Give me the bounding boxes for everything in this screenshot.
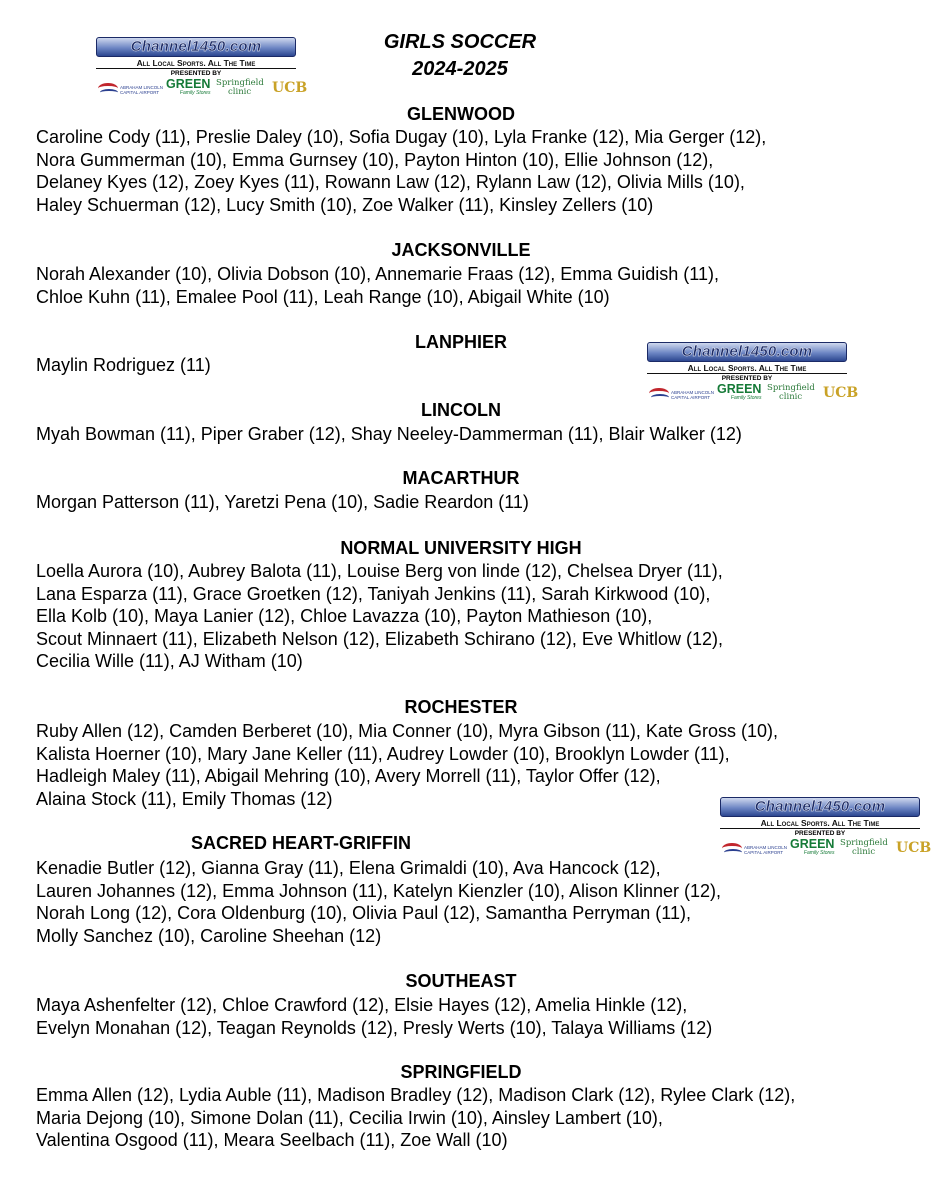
logo-tagline: All Local Sports. All The Time <box>96 58 296 69</box>
roster-line: Ella Kolb (10), Maya Lanier (12), Chloe Lavazza (10), Payton Mathieson (10), <box>36 606 653 626</box>
roster-line: Kalista Hoerner (10), Mary Jane Keller (11), Audrey Lowder (10), Brooklyn Lowder (11), <box>36 743 730 764</box>
roster-line: Lana Esparza (11), Grace Groetken (12), Taniyah Jenkins (11), Sarah Kirkwood (10), <box>36 583 711 604</box>
roster-list <box>36 126 896 216</box>
roster-line: Alaina Stock (11), Emily Thomas (12) <box>36 788 333 809</box>
roster-line: Maya Ashenfelter (12), Chloe Crawford (12), Elsie Hayes (12), Amelia Hinkle (12), <box>36 995 688 1015</box>
team-heading: SPRINGFIELD <box>400 1062 522 1082</box>
roster-list <box>36 1084 896 1152</box>
team-heading: LINCOLN <box>421 400 501 420</box>
roster-line: Norah Long (12), Cora Oldenburg (10), Olivia Paul (12), Samantha Perryman (11), <box>36 903 691 923</box>
green-logo: GREEN Family Stores <box>717 382 762 401</box>
sponsor-strip: ABRAHAM LINCOLN CAPITAL AIRPORT GREEN Family Stores Springfield clinic UCB <box>647 384 847 406</box>
roster-list <box>36 560 896 673</box>
roster-line: Valentina Osgood (11), Meara Seelbach (11), Zoe Wall (10) <box>36 1130 508 1150</box>
roster-line: Nora Gummerman (10), Emma Gurnsey (10), Payton Hinton (10), Ellie Johnson (12), <box>36 149 714 170</box>
roster-line: Haley Schuerman (12), Lucy Smith (10), Zoe Walker (11), Kinsley Zellers (10) <box>36 194 654 215</box>
logo-brand: Channel1450.com <box>647 342 847 362</box>
logo-presented-by: PRESENTED BY <box>794 830 846 837</box>
team-heading: LANPHIER <box>414 332 507 352</box>
roster-line: Ruby Allen (12), Camden Berberet (10), Mia Conner (10), Myra Gibson (11), Kate Gross (10), <box>36 721 778 741</box>
logo-brand: Channel1450.com <box>96 37 296 57</box>
sponsor-strip: ABRAHAM LINCOLN CAPITAL AIRPORT GREEN Family Stores Springfield clinic UCB <box>720 839 920 861</box>
roster-line: Maria Dejong (10), Simone Dolan (11), Cecilia Irwin (10), Ainsley Lambert (10), <box>36 1107 663 1128</box>
logo-tagline: All Local Sports. All The Time <box>647 363 847 374</box>
roster-line: Delaney Kyes (12), Zoey Kyes (11), Rowann Law (12), Rylann Law (12), Olivia Mills (10), <box>36 172 745 192</box>
team-heading: MACARTHUR <box>402 468 520 488</box>
team-heading: SACRED HEART-GRIFFIN <box>191 833 411 853</box>
roster-list <box>36 720 896 810</box>
roster-line: Molly Sanchez (10), Caroline Sheehan (12) <box>36 925 382 946</box>
springfield-clinic-logo: Springfield clinic <box>840 838 888 857</box>
roster-line: Emma Allen (12), Lydia Auble (11), Madison Bradley (12), Madison Clark (12), Rylee Clark (12), <box>36 1085 796 1105</box>
channel1450-logo <box>96 37 308 103</box>
roster-list <box>36 994 896 1039</box>
ucb-logo: UCB <box>272 80 308 96</box>
logo-brand: Channel1450.com <box>720 797 920 817</box>
page-title: GIRLS SOCCER <box>383 31 537 53</box>
roster-line: Caroline Cody (11), Preslie Daley (10), Sofia Dugay (10), Lyla Franke (12), Mia Gerger (12), <box>36 127 767 147</box>
roster-line: Norah Alexander (10), Olivia Dobson (10), Annemarie Fraas (12), Emma Guidish (11), <box>36 264 719 284</box>
season-label: 2024-2025 <box>412 58 508 80</box>
roster-line: Lauren Johannes (12), Emma Johnson (11), Katelyn Kienzler (10), Alison Klinner (12), <box>36 880 722 901</box>
team-heading: ROCHESTER <box>404 697 518 717</box>
roster-list <box>36 857 896 947</box>
roster-line: Hadleigh Maley (11), Abigail Mehring (10), Avery Morrell (11), Taylor Offer (12), <box>36 766 661 786</box>
roster-line: Scout Minnaert (11), Elizabeth Nelson (12), Elizabeth Schirano (12), Eve Whitlow (12), <box>36 628 723 649</box>
roster-line: Chloe Kuhn (11), Emalee Pool (11), Leah Range (10), Abigail White (10) <box>36 286 610 307</box>
team-heading: NORMAL UNIVERSITY HIGH <box>340 538 582 558</box>
green-logo: GREEN Family Stores <box>166 77 211 96</box>
roster-line: Maylin Rodriguez (11) <box>36 355 211 375</box>
team-heading: GLENWOOD <box>407 104 515 124</box>
team-heading: SOUTHEAST <box>405 971 517 991</box>
sponsor-strip: ABRAHAM LINCOLN CAPITAL AIRPORT GREEN Family Stores Springfield clinic UCB <box>96 79 296 101</box>
springfield-clinic-logo: Springfield clinic <box>216 78 264 97</box>
ucb-logo: UCB <box>823 385 859 401</box>
logo-presented-by: PRESENTED BY <box>170 70 222 77</box>
roster-list <box>36 263 896 308</box>
roster-line: Evelyn Monahan (12), Teagan Reynolds (12), Presly Werts (10), Talaya Williams (12) <box>36 1017 713 1038</box>
roster-list <box>36 354 896 377</box>
roster-line: Loella Aurora (10), Aubrey Balota (11), Louise Berg von linde (12), Chelsea Dryer (11), <box>36 561 723 581</box>
roster-line: Cecilia Wille (11), AJ Witham (10) <box>36 651 303 671</box>
roster-line: Kenadie Butler (12), Gianna Gray (11), Elena Grimaldi (10), Ava Hancock (12), <box>36 858 661 878</box>
roster-list <box>36 491 896 514</box>
team-heading: JACKSONVILLE <box>391 240 531 260</box>
green-logo: GREEN Family Stores <box>790 837 835 856</box>
logo-tagline: All Local Sports. All The Time <box>720 818 920 829</box>
roster-line: Myah Bowman (11), Piper Graber (12), Shay Neeley-Dammerman (11), Blair Walker (12) <box>36 424 742 444</box>
logo-presented-by: PRESENTED BY <box>721 375 773 382</box>
roster-line: Morgan Patterson (11), Yaretzi Pena (10), Sadie Reardon (11) <box>36 492 529 512</box>
springfield-clinic-logo: Springfield clinic <box>767 383 815 402</box>
roster-list <box>36 423 896 446</box>
ucb-logo: UCB <box>896 840 931 856</box>
